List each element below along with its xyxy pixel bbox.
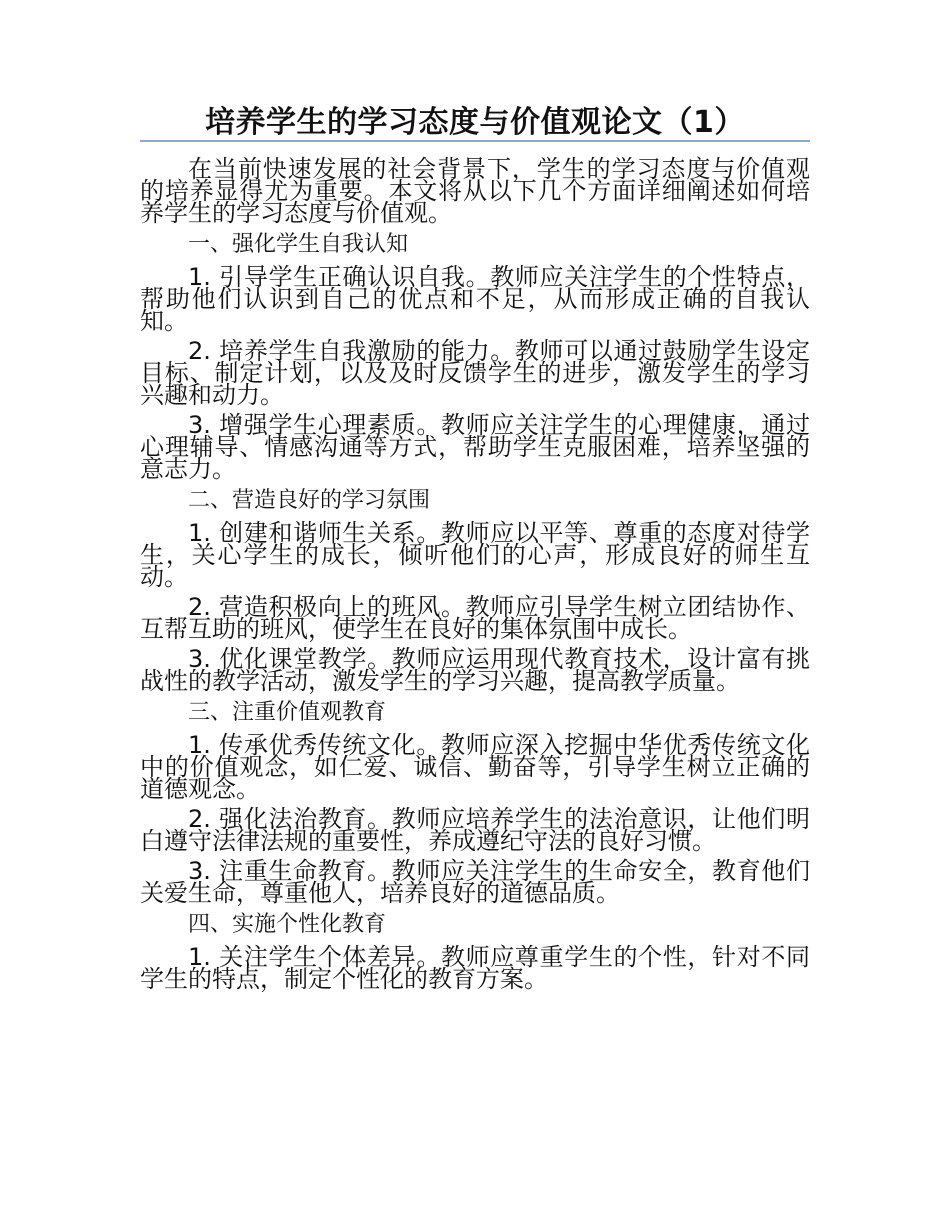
- section-paragraph: 1. 传承优秀传统文化。教师应深入挖掘中华优秀传统文化中的价值观念，如仁爱、诚信、勤奋等，引导学生树立正确的道德观念。: [140, 731, 810, 803]
- document-body: [140, 155, 810, 998]
- section-heading: 二、营造良好的学习氛围: [188, 488, 431, 513]
- title-underline: [140, 140, 810, 142]
- document-title: 培养学生的学习态度与价值观论文（1）: [205, 105, 745, 140]
- section-paragraph: 3. 注重生命教育。教师应关注学生的生命安全，教育他们关爱生命，尊重他人，培养良好的道德品质。: [140, 857, 810, 907]
- section-paragraph: 2. 营造积极向上的班风。教师应引导学生树立团结协作、互帮互助的班风，使学生在良好的集体氛围中成长。: [140, 593, 810, 643]
- section-paragraph: 2. 强化法治教育。教师应培养学生的法治意识，让他们明白遵守法律法规的重要性，养成遵纪守法的良好习惯。: [140, 805, 810, 855]
- section-paragraph: 2. 培养学生自我激励的能力。教师可以通过鼓励学生设定目标、制定计划，以及及时反馈学生的进步，激发学生的学习兴趣和动力。: [140, 337, 810, 409]
- section-paragraph: 1. 关注学生个体差异。教师应尊重学生的个性，针对不同学生的特点，制定个性化的教育方案。: [140, 943, 810, 993]
- section-heading: 四、实施个性化教育: [188, 912, 387, 937]
- section-paragraph: 1. 引导学生正确认识自我。教师应关注学生的个性特点，帮助他们认识到自己的优点和不足，从而形成正确的自我认知。: [140, 263, 810, 335]
- intro-paragraph: 在当前快速发展的社会背景下，学生的学习态度与价值观的培养显得尤为重要。本文将从以下几个方面详细阐述如何培养学生的学习态度与价值观。: [140, 155, 810, 227]
- section-paragraph: 1. 创建和谐师生关系。教师应以平等、尊重的态度对待学生，关心学生的成长，倾听他们的心声，形成良好的师生互动。: [140, 519, 810, 591]
- section-paragraph: 3. 优化课堂教学。教师应运用现代教育技术，设计富有挑战性的教学活动，激发学生的学习兴趣，提高教学质量。: [140, 645, 810, 695]
- section-heading: 一、强化学生自我认知: [188, 232, 409, 257]
- section-paragraph: 3. 增强学生心理素质。教师应关注学生的心理健康，通过心理辅导、情感沟通等方式，帮助学生克服困难，培养坚强的意志力。: [140, 411, 810, 483]
- section-heading: 三、注重价值观教育: [188, 700, 387, 725]
